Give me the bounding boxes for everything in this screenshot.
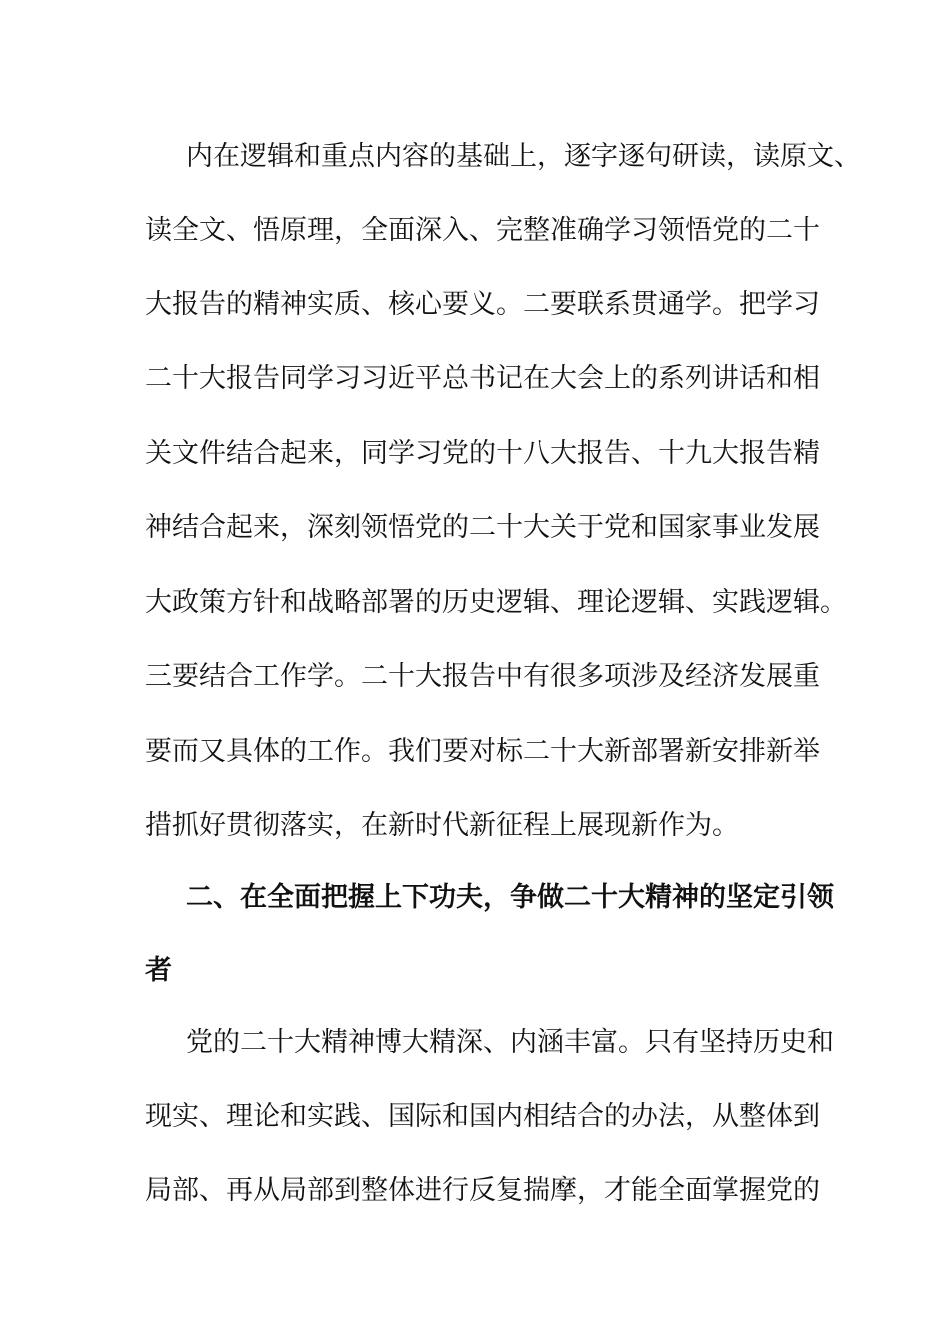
body-text-line: 局部、再从局部到整体进行反复揣摩，才能全面掌握党的 xyxy=(145,1175,820,1206)
section-heading: 二、在全面把握上下功夫，争做二十大精神的坚定引领 xyxy=(186,882,834,913)
body-text-line: 二十大报告同学习习近平总书记在大会上的系列讲话和相 xyxy=(145,363,820,394)
body-text-line: 党的二十大精神博大精深、内涵丰富。只有坚持历史和 xyxy=(186,1027,834,1058)
body-text-line: 要而又具体的工作。我们要对标二十大新部署新安排新举 xyxy=(145,736,820,767)
body-text-line: 神结合起来，深刻领悟党的二十大关于党和国家事业发展 xyxy=(145,512,820,543)
body-text-line: 大政策方针和战略部署的历史逻辑、理论逻辑、实践逻辑。 xyxy=(145,587,847,618)
body-text-line: 现实、理论和实践、国际和国内相结合的办法，从整体到 xyxy=(145,1101,820,1132)
body-text-line: 关文件结合起来，同学习党的十八大报告、十九大报告精 xyxy=(145,438,820,469)
body-text-line: 三要结合工作学。二十大报告中有很多项涉及经济发展重 xyxy=(145,661,820,692)
body-text-line: 大报告的精神实质、核心要义。二要联系贯通学。把学习 xyxy=(145,289,820,320)
body-text-line: 措抓好贯彻落实，在新时代新征程上展现新作为。 xyxy=(145,810,739,841)
body-text-line: 读全文、悟原理，全面深入、完整准确学习领悟党的二十 xyxy=(145,215,820,246)
body-text-line: 内在逻辑和重点内容的基础上，逐字逐句研读，读原文、 xyxy=(186,141,861,172)
section-heading-continued: 者 xyxy=(145,955,172,986)
